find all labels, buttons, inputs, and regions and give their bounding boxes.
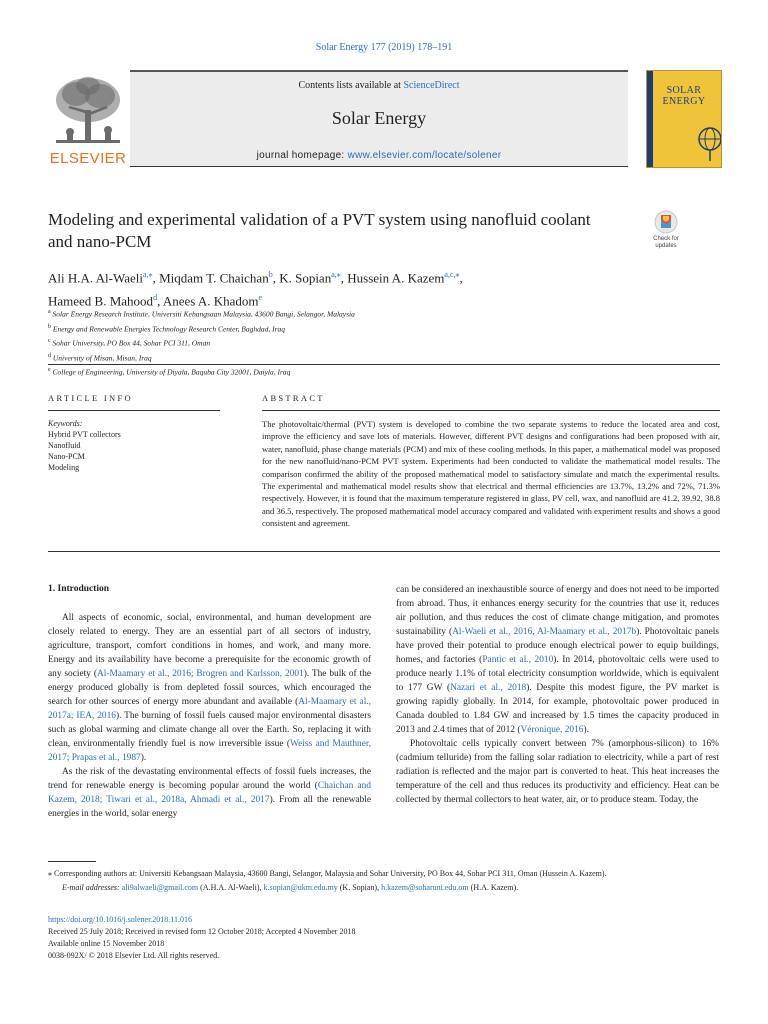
citation-link[interactable]: Weiss and Mauthner, 2017; Prapas et al., 1987 bbox=[48, 739, 371, 763]
author-name[interactable]: Anees A. Khadom bbox=[162, 293, 259, 309]
body-text: ). The burning of fossil fuels caused major environmental disasters such as global warming and climate change all over the Earth. So, replacing it with clean, environmentally friendly fuel is now irreversible issue ( bbox=[48, 711, 371, 749]
affiliation: $^c$ Sohar University, PO Box 44, Sohar PCI 311, Oman bbox=[48, 338, 211, 348]
citation-link[interactable]: Véronique, 2016 bbox=[520, 725, 584, 735]
keyword: Nano-PCM bbox=[48, 452, 85, 461]
publication-info bbox=[48, 914, 648, 962]
keywords-title: Keywords: bbox=[48, 419, 83, 428]
keywords-block bbox=[48, 418, 228, 473]
author-name[interactable]: Hussein A. Kazem bbox=[347, 270, 445, 286]
affiliation: $^e$ College of Engineering, University of Diyala, Baquba City 32001, Daiyla, Iraq bbox=[48, 367, 291, 377]
citation-link[interactable]: Nazari et al., 2018 bbox=[450, 683, 527, 693]
affiliation: $^a$ Solar Energy Research Institute, Universiti Kebangsaan Malaysia, 43600 Bangi, Selangor, Malaysia bbox=[48, 309, 355, 319]
paragraph bbox=[396, 737, 719, 807]
body-text: ). bbox=[583, 725, 589, 735]
paragraph bbox=[48, 765, 371, 821]
globe-icon bbox=[697, 123, 722, 163]
doi-link[interactable]: https://doi.org/10.1016/j.solener.2018.11.016 bbox=[48, 915, 192, 924]
body-text: ). Photovoltaic panels have proved their potential to produce enough electrical power to equip buildings, homes, and factories ( bbox=[396, 627, 720, 665]
author-name[interactable]: Miqdam T. Chaichan bbox=[159, 270, 269, 286]
abstract-text: The photovoltaic/thermal (PVT) system is developed to combine the two separate systems to reduce the located area and cost, improve the efficiency and save lots of materials. However, different PVT designs and configurations had been proposed with air, water, nanofluid, phase change materials (PCM) and mix of these cooling methods. In this paper, a mathematical model was proposed for the new nanofluid/nano-PCM PVT system. Experiments had been conducted to validate the mathematical model results. The comparison confirmed the ability of the proposed mathematical model to satisfactory simulate and match the experimental results. The experimental and mathematical model results show that electrical and thermal efficiencies are 13.7%, 13.2% and 72%, 71.3% respectively. However, it is found that the maximum temperature registered in glass, PV cell, wax, and nanofluid are 41.2, 39.92, 38.8 and 36.5, respectively. The proposed mathematical model accuracy compared and validated with experiment results and shows a good consistent and agreement. bbox=[262, 419, 720, 529]
email-note: E-mail addresses: ali9alwaeli@gmail.com (A.H.A. Al-Waeli), k.sopian@ukm.edu.my (K. Sopian), h.kazem@soharuni.edu.om (H.A. Kazem). bbox=[62, 883, 519, 892]
journal-header-box bbox=[130, 70, 628, 167]
email-link[interactable]: h.kazem@soharuni.edu.om bbox=[381, 883, 469, 892]
keyword: Hybrid PVT collectors bbox=[48, 430, 121, 439]
body-text: ). The bulk of the energy produced globally is from depleted fossil sources, which encouraged the search for other sources of energy more abundant and available ( bbox=[48, 669, 371, 707]
body-text: As the risk of the devastating environmental effects of fossil fuels increases, the trend for renewable energy is becoming popular around the world ( bbox=[48, 767, 371, 791]
citation-link[interactable]: Al-Maamary et al., 2016; Brogren and Karlsson, 2001 bbox=[96, 669, 304, 679]
affiliations bbox=[48, 306, 688, 379]
journal-cover-thumbnail[interactable] bbox=[646, 70, 722, 168]
body-text: Photovoltaic cells typically convert between 7% (amorphous-silicon) to 16% (cadmium telluride) from the falling solar radiation to electricity, while a part of rest radiation is reflected and the major part is converted to heat. This heat increases the temperature of the cell and thus reduces its productivity and efficiency. Heat can be collected by thermal collectors to heat water, air, or to produce steam. Today, the bbox=[396, 739, 719, 805]
contents-line: Contents lists available at ScienceDirect bbox=[298, 80, 460, 91]
homepage-line: journal homepage: www.elsevier.com/locate/solener bbox=[256, 150, 502, 161]
divider bbox=[48, 410, 220, 411]
citation-link[interactable]: Chaichan and Kazem, 2018; Tiwari et al., 2018a, Ahmadi et al., 2017 bbox=[48, 781, 371, 805]
corresponding-author-note: ⁎ Corresponding authors at: Universiti Kebangsaan Malaysia, 43600 Bangi, Selangor, Malaysia and Sohar University, PO Box 44, Sohar PCI 311, Oman (Hussein A. Kazem). bbox=[48, 869, 607, 878]
author-line-2: Hameed B. Mahood$^d$, Anees A. Khadom$^e$ bbox=[48, 293, 263, 309]
citation-link[interactable]: Pantic et al., 2010 bbox=[482, 655, 554, 665]
citation-link[interactable]: Al-Waeli et al., 2016, Al-Maamary et al., 2017b bbox=[452, 627, 637, 637]
divider bbox=[48, 364, 720, 365]
crossmark-icon bbox=[644, 210, 688, 236]
footnote-divider bbox=[48, 861, 96, 862]
section-heading: 1. Introduction bbox=[48, 584, 110, 594]
email-link[interactable]: ali9alwaeli@gmail.com bbox=[121, 883, 199, 892]
left-column bbox=[48, 611, 371, 821]
author-line-1: Ali H.A. Al-Waeli$^{a,⁎}$, Miqdam T. Chaichan$^b$, K. Sopian$^{a,⁎}$, Hussein A. Kazem$^{a,c,⁎}$, bbox=[48, 270, 463, 286]
cover-title: SOLAR ENERGY bbox=[662, 85, 706, 107]
journal-title: Solar Energy bbox=[331, 108, 427, 128]
affiliation: $^b$ Energy and Renewable Energies Technology Research Center, Baghdad, Iraq bbox=[48, 323, 286, 333]
divider bbox=[48, 551, 720, 552]
sciencedirect-link[interactable]: ScienceDirect bbox=[403, 80, 460, 91]
body-text: ). In 2014, photovoltaic cells were used to produce nearly 1.1% of total electricity consumption worldwide, which is equivalent to 177 GW ( bbox=[396, 655, 719, 693]
body-text: can be considered an inexhaustible source of energy and does not need to be imported from abroad. Thus, it enhances energy security for the countries that use it, reduces air pollution, and thus reduces the cost of climate change mitigation, and promotes sustainability ( bbox=[396, 585, 719, 637]
author-list bbox=[48, 265, 688, 312]
publisher-name: ELSEVIER bbox=[49, 150, 127, 167]
citation-link[interactable]: Al-Maamary et al., 2017a; IEA, 2016 bbox=[48, 697, 371, 721]
received-dates: Received 25 July 2018; Received in revised form 12 October 2018; Accepted 4 November 2018 bbox=[48, 927, 356, 936]
right-column bbox=[396, 583, 719, 807]
author-name[interactable]: K. Sopian bbox=[279, 270, 332, 286]
author-name[interactable]: Hameed B. Mahood bbox=[48, 293, 154, 309]
body-text: All aspects of economic, social, environmental, and human development are closely related to energy. They are an essential part of all sectors of industry, agriculture, transport, comfort conditions in homes, and work, and many more. Energy and its availability have become a prerequisite for the economic growth of any society ( bbox=[48, 613, 371, 679]
paragraph bbox=[396, 583, 719, 737]
check-for-updates-badge[interactable] bbox=[644, 210, 688, 256]
journal-citation[interactable]: Solar Energy 177 (2019) 178–191 bbox=[315, 42, 453, 53]
email-link[interactable]: k.sopian@ukm.edu.my bbox=[263, 883, 338, 892]
journal-homepage-link[interactable]: www.elsevier.com/locate/solener bbox=[347, 150, 502, 161]
keyword: Nanofluid bbox=[48, 441, 81, 450]
author-name[interactable]: Ali H.A. Al-Waeli bbox=[48, 270, 143, 286]
keyword: Modeling bbox=[48, 463, 80, 472]
abstract-label: ABSTRACT bbox=[262, 393, 325, 403]
crossmark-label: Check for updates bbox=[653, 236, 679, 249]
body-text: ). bbox=[140, 753, 147, 763]
paragraph bbox=[48, 611, 371, 765]
copyright: 0038-092X/ © 2018 Elsevier Ltd. All rights reserved. bbox=[48, 951, 220, 960]
available-online: Available online 15 November 2018 bbox=[48, 939, 165, 948]
body-text: ). Despite this modest figure, the PV market is growing rapidly globally. In 2014, for example, photovoltaic power produced in Canada doubled to 1.84 GW and increased by 1.5 times the capacity produced in 2013 and 2.4 times that of 2012 ( bbox=[396, 683, 719, 735]
article-title: Modeling and experimental validation of a PVT system using nanofluid coolant and nano-PCM bbox=[48, 210, 591, 251]
article-info-label: ARTICLE INFO bbox=[48, 393, 133, 403]
body-text: ). From all the renewable energies in the world, solar energy bbox=[48, 795, 371, 819]
footnotes bbox=[48, 868, 720, 896]
divider bbox=[262, 410, 720, 411]
affiliation: $^d$ University of Misan, Misan, Iraq bbox=[48, 352, 152, 362]
